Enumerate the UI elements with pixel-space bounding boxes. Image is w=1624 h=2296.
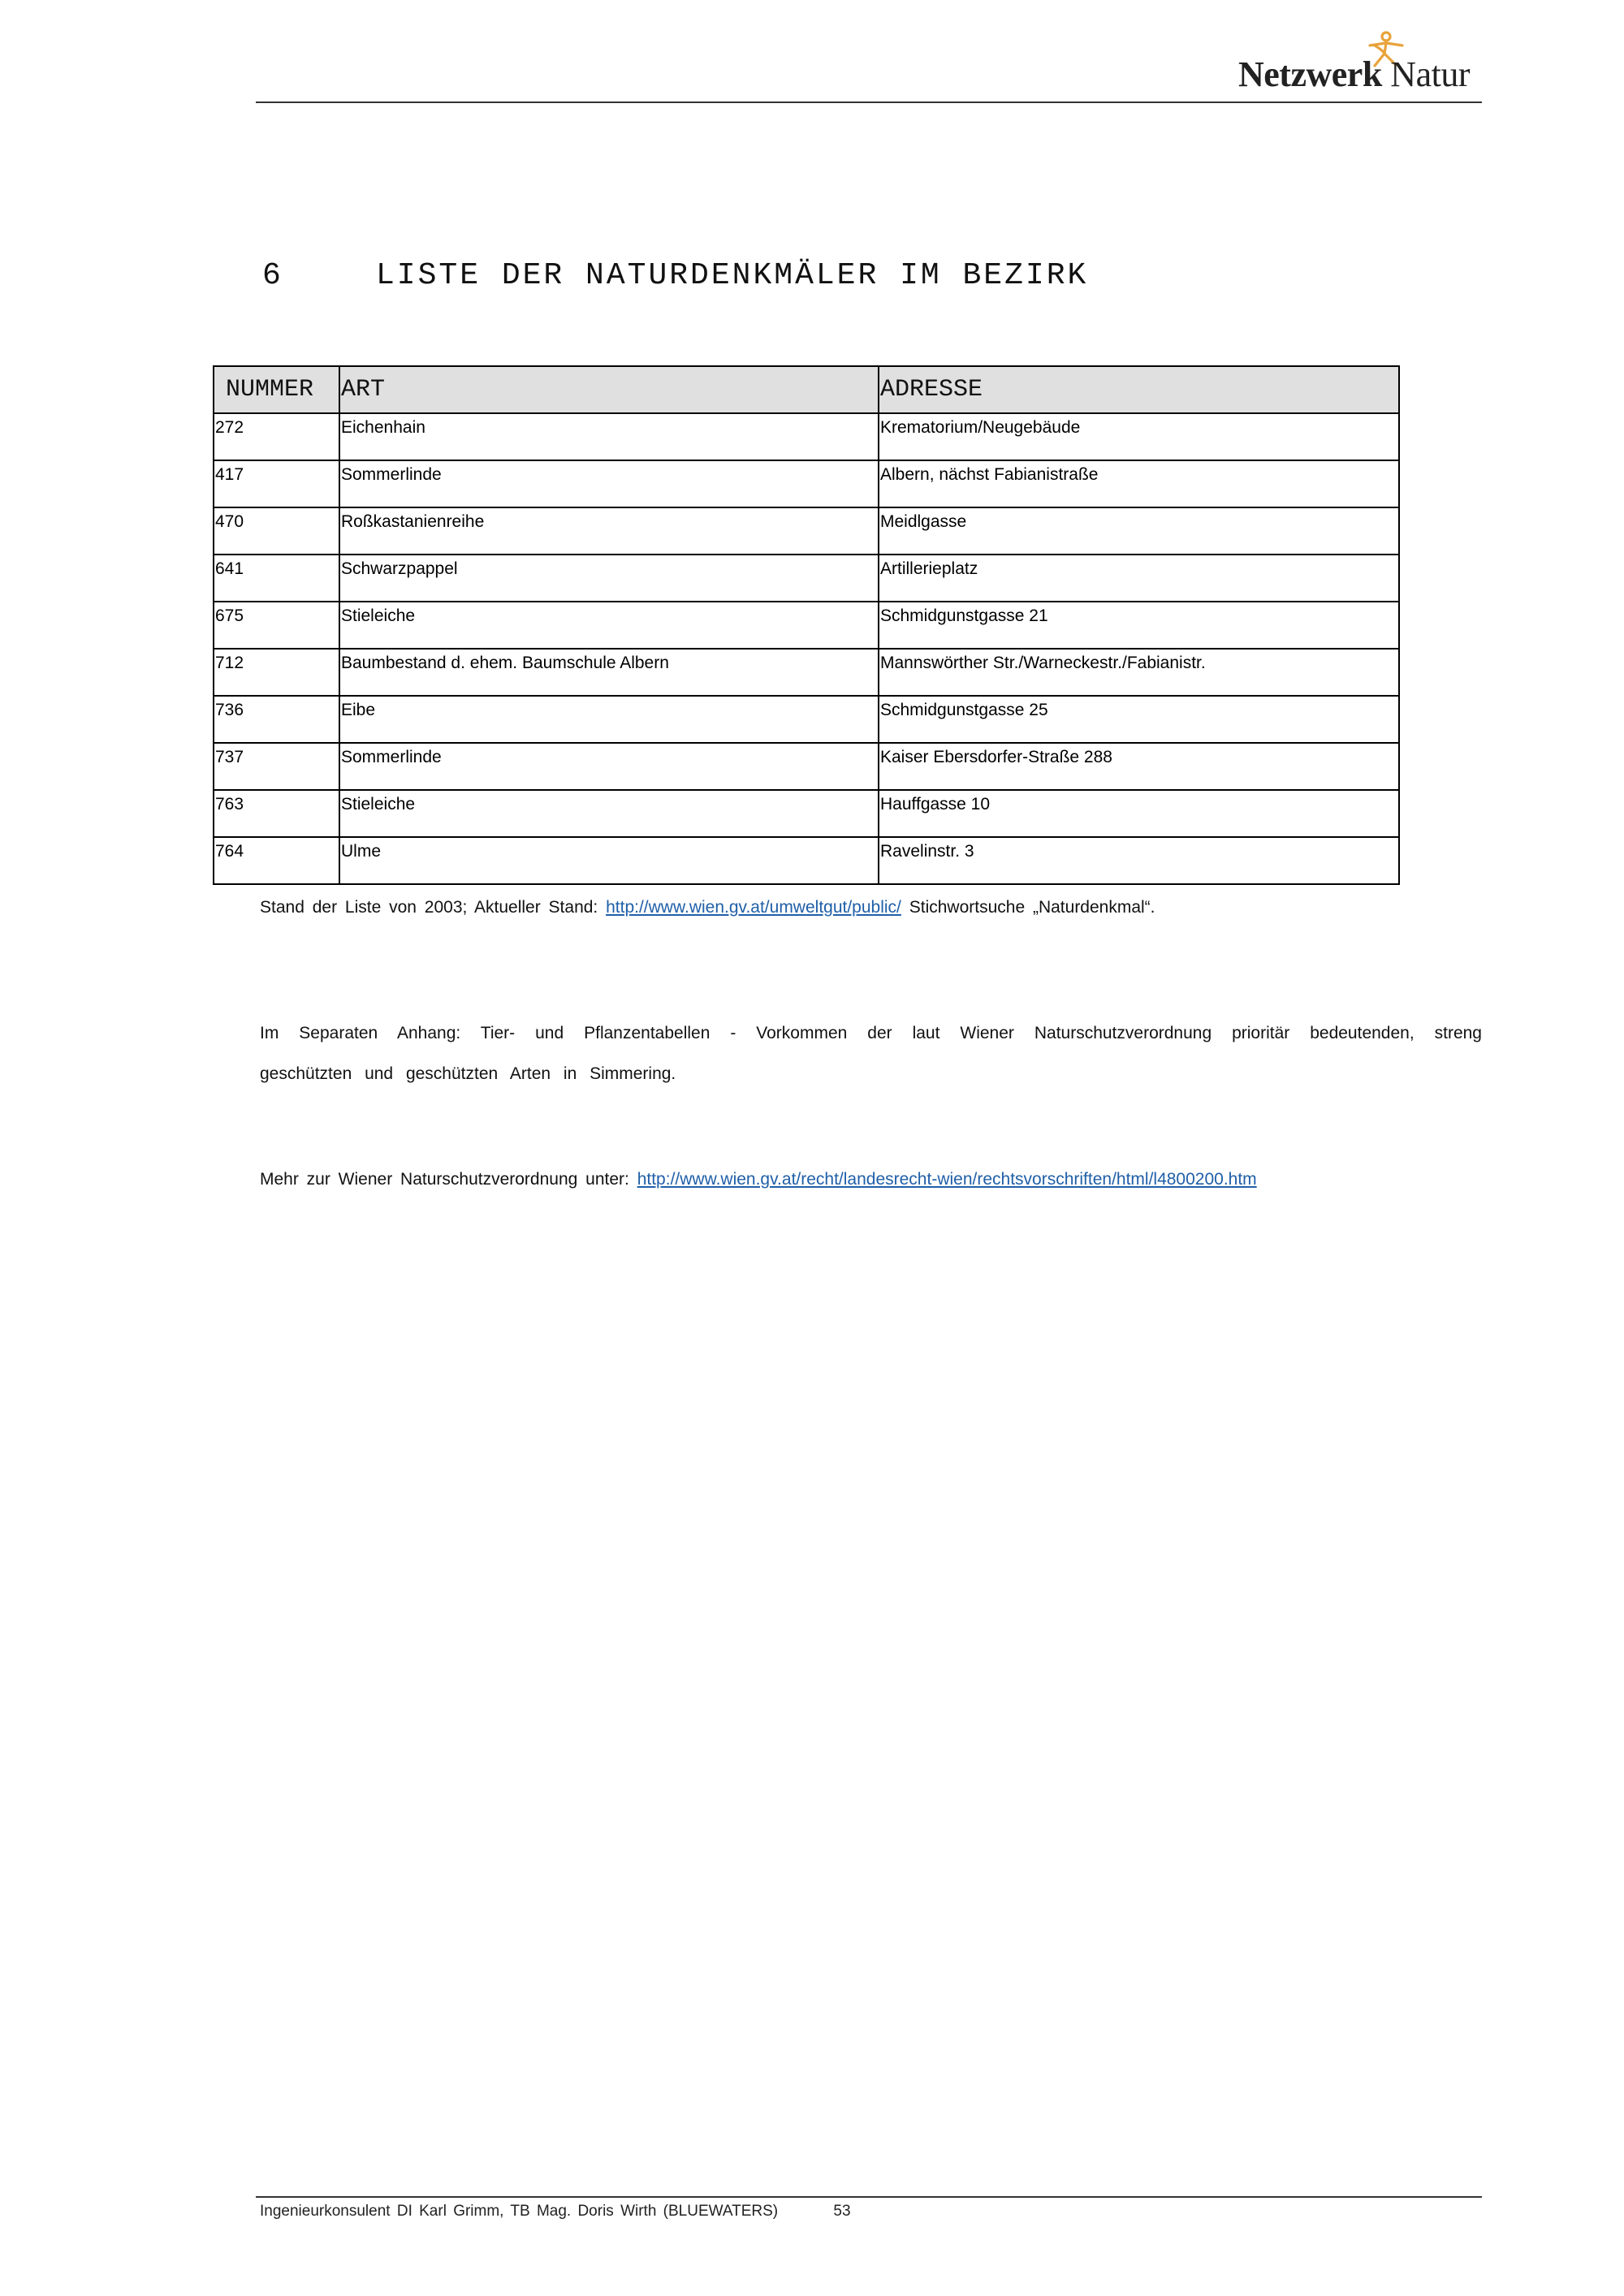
footer — [260, 2203, 851, 2220]
logo — [1238, 31, 1482, 100]
cell-nummer: 712 — [214, 649, 339, 696]
footer-rule — [256, 2196, 1482, 2198]
mehr-note — [260, 1170, 1482, 1189]
cell-adresse: Schmidgunstgasse 21 — [879, 602, 1399, 649]
cell-art: Eibe — [339, 696, 879, 743]
stand-suffix: Stichwortsuche „Naturdenkmal“. — [909, 898, 1155, 917]
table-row — [214, 696, 1399, 743]
cell-adresse: Kaiser Ebersdorfer-Straße 288 — [879, 743, 1399, 790]
cell-art: Stieleiche — [339, 602, 879, 649]
cell-nummer: 763 — [214, 790, 339, 837]
mehr-prefix: Mehr zur Wiener Naturschutzverordnung unter: — [260, 1170, 629, 1189]
table-body — [214, 413, 1399, 884]
cell-art: Schwarzpappel — [339, 555, 879, 602]
cell-nummer: 737 — [214, 743, 339, 790]
chapter-number: 6 — [262, 258, 283, 293]
table-row — [214, 507, 1399, 555]
cell-adresse: Krematorium/Neugebäude — [879, 413, 1399, 460]
table-row — [214, 555, 1399, 602]
cell-art: Ulme — [339, 837, 879, 884]
cell-art: Sommerlinde — [339, 460, 879, 507]
logo-text — [1238, 54, 1470, 95]
cell-nummer: 272 — [214, 413, 339, 460]
stand-note — [260, 898, 1482, 917]
anhang-note: Im Separaten Anhang: Tier- und Pflanzentabellen - Vorkommen der laut Wiener Naturschutzverordnung prioritär bedeutenden, streng geschützten und geschützten Arten in Simmering. — [260, 1024, 1482, 1083]
cell-art: Sommerlinde — [339, 743, 879, 790]
cell-nummer: 417 — [214, 460, 339, 507]
cell-adresse: Hauffgasse 10 — [879, 790, 1399, 837]
footer-author: Ingenieurkonsulent DI Karl Grimm, TB Mag. Doris Wirth (BLUEWATERS) — [260, 2203, 779, 2220]
cell-art: Eichenhain — [339, 413, 879, 460]
page-number: 53 — [833, 2203, 851, 2220]
logo-bold: Netzwerk — [1238, 54, 1382, 94]
column-header-adresse: ADRESSE — [879, 366, 1399, 413]
cell-adresse: Albern, nächst Fabianistraße — [879, 460, 1399, 507]
table-row — [214, 413, 1399, 460]
table-row — [214, 837, 1399, 884]
cell-adresse: Artillerieplatz — [879, 555, 1399, 602]
chapter-title: LISTE DER NATURDENKMÄLER IM BEZIRK — [376, 258, 1089, 293]
column-header-nummer: NUMMER — [214, 366, 339, 413]
cell-art: Roßkastanienreihe — [339, 507, 879, 555]
column-header-art: ART — [339, 366, 879, 413]
cell-nummer: 470 — [214, 507, 339, 555]
table-row — [214, 790, 1399, 837]
stand-link[interactable]: http://www.wien.gv.at/umweltgut/public/ — [606, 898, 901, 917]
stand-prefix: Stand der Liste von 2003; Aktueller Stand: — [260, 898, 598, 917]
cell-nummer: 736 — [214, 696, 339, 743]
cell-adresse: Schmidgunstgasse 25 — [879, 696, 1399, 743]
cell-art: Baumbestand d. ehem. Baumschule Albern — [339, 649, 879, 696]
cell-adresse: Ravelinstr. 3 — [879, 837, 1399, 884]
cell-nummer: 675 — [214, 602, 339, 649]
cell-nummer: 641 — [214, 555, 339, 602]
table-row — [214, 602, 1399, 649]
naturschutzverordnung-link[interactable]: http://www.wien.gv.at/recht/landesrecht-wien/rechtsvorschriften/html/l4800200.htm — [637, 1170, 1257, 1189]
cell-adresse: Meidlgasse — [879, 507, 1399, 555]
logo-regular: Natur — [1390, 54, 1470, 94]
cell-art: Stieleiche — [339, 790, 879, 837]
table-row — [214, 649, 1399, 696]
table-header-row — [214, 366, 1399, 413]
table-row — [214, 743, 1399, 790]
cell-adresse: Mannswörther Str./Warneckestr./Fabianistr. — [879, 649, 1399, 696]
chapter-heading — [262, 258, 1088, 293]
table-row — [214, 460, 1399, 507]
naturdenkmal-table — [213, 365, 1400, 885]
header-rule — [256, 101, 1482, 103]
cell-nummer: 764 — [214, 837, 339, 884]
